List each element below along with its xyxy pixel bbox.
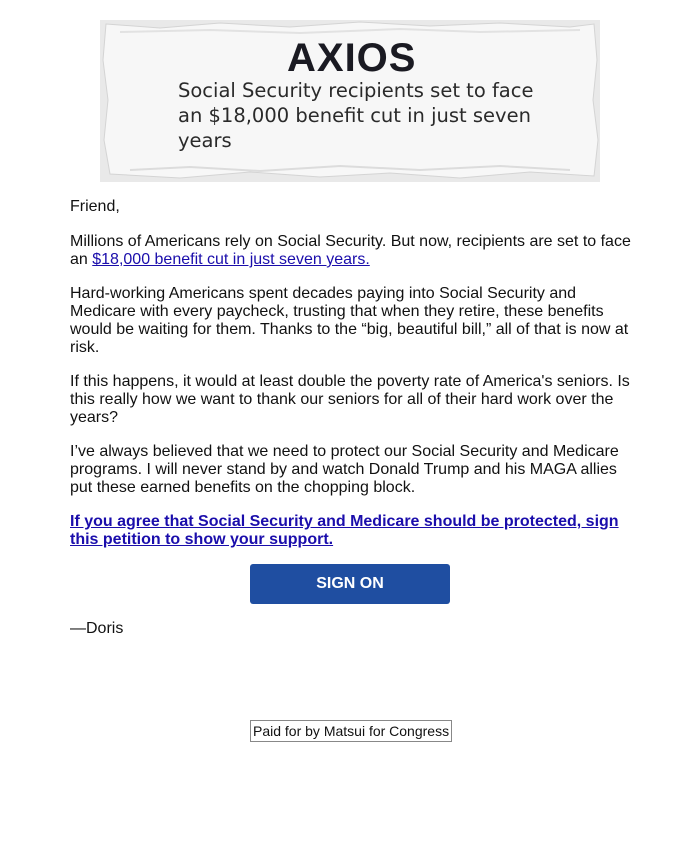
benefit-cut-link[interactable]: $18,000 benefit cut in just seven years.: [92, 251, 370, 268]
paragraph-1-text: Millions of Americans rely on Social Security. But now, recipients are set to face an: [70, 233, 631, 268]
paragraph-3: If this happens, it would at least double the poverty rate of America's seniors. Is this really how we want to thank our seniors for all of their hard work over the years?: [70, 373, 630, 426]
cta-paragraph: [70, 513, 635, 549]
signoff: —Doris: [70, 620, 124, 637]
hero-newspaper-image: [100, 20, 600, 182]
greeting: Friend,: [70, 198, 120, 215]
paragraph-2: Hard-working Americans spent decades paying into Social Security and Medicare with every paycheck, trusting that when they retire, these benefits would be waiting for them. Thanks to the “big, beautiful bill,” all of that is now at risk.: [70, 285, 629, 356]
paragraph-1: [70, 233, 635, 269]
petition-link[interactable]: If you agree that Social Security and Medicare should be protected, sign this petition to show your support.: [70, 513, 619, 548]
email-body: [70, 198, 635, 565]
sign-on-button[interactable]: SIGN ON: [250, 564, 450, 604]
axios-logo: AXIOS: [287, 36, 417, 80]
paid-for-disclaimer: Paid for by Matsui for Congress: [250, 720, 452, 742]
button-container: [250, 564, 450, 604]
paragraph-4: I’ve always believed that we need to protect our Social Security and Medicare programs. I will never stand by and watch Donald Trump and his MAGA allies put these earned benefits on the chopping block.: [70, 443, 619, 496]
hero-headline: Social Security recipients set to face an $18,000 benefit cut in just seven years: [178, 79, 534, 152]
